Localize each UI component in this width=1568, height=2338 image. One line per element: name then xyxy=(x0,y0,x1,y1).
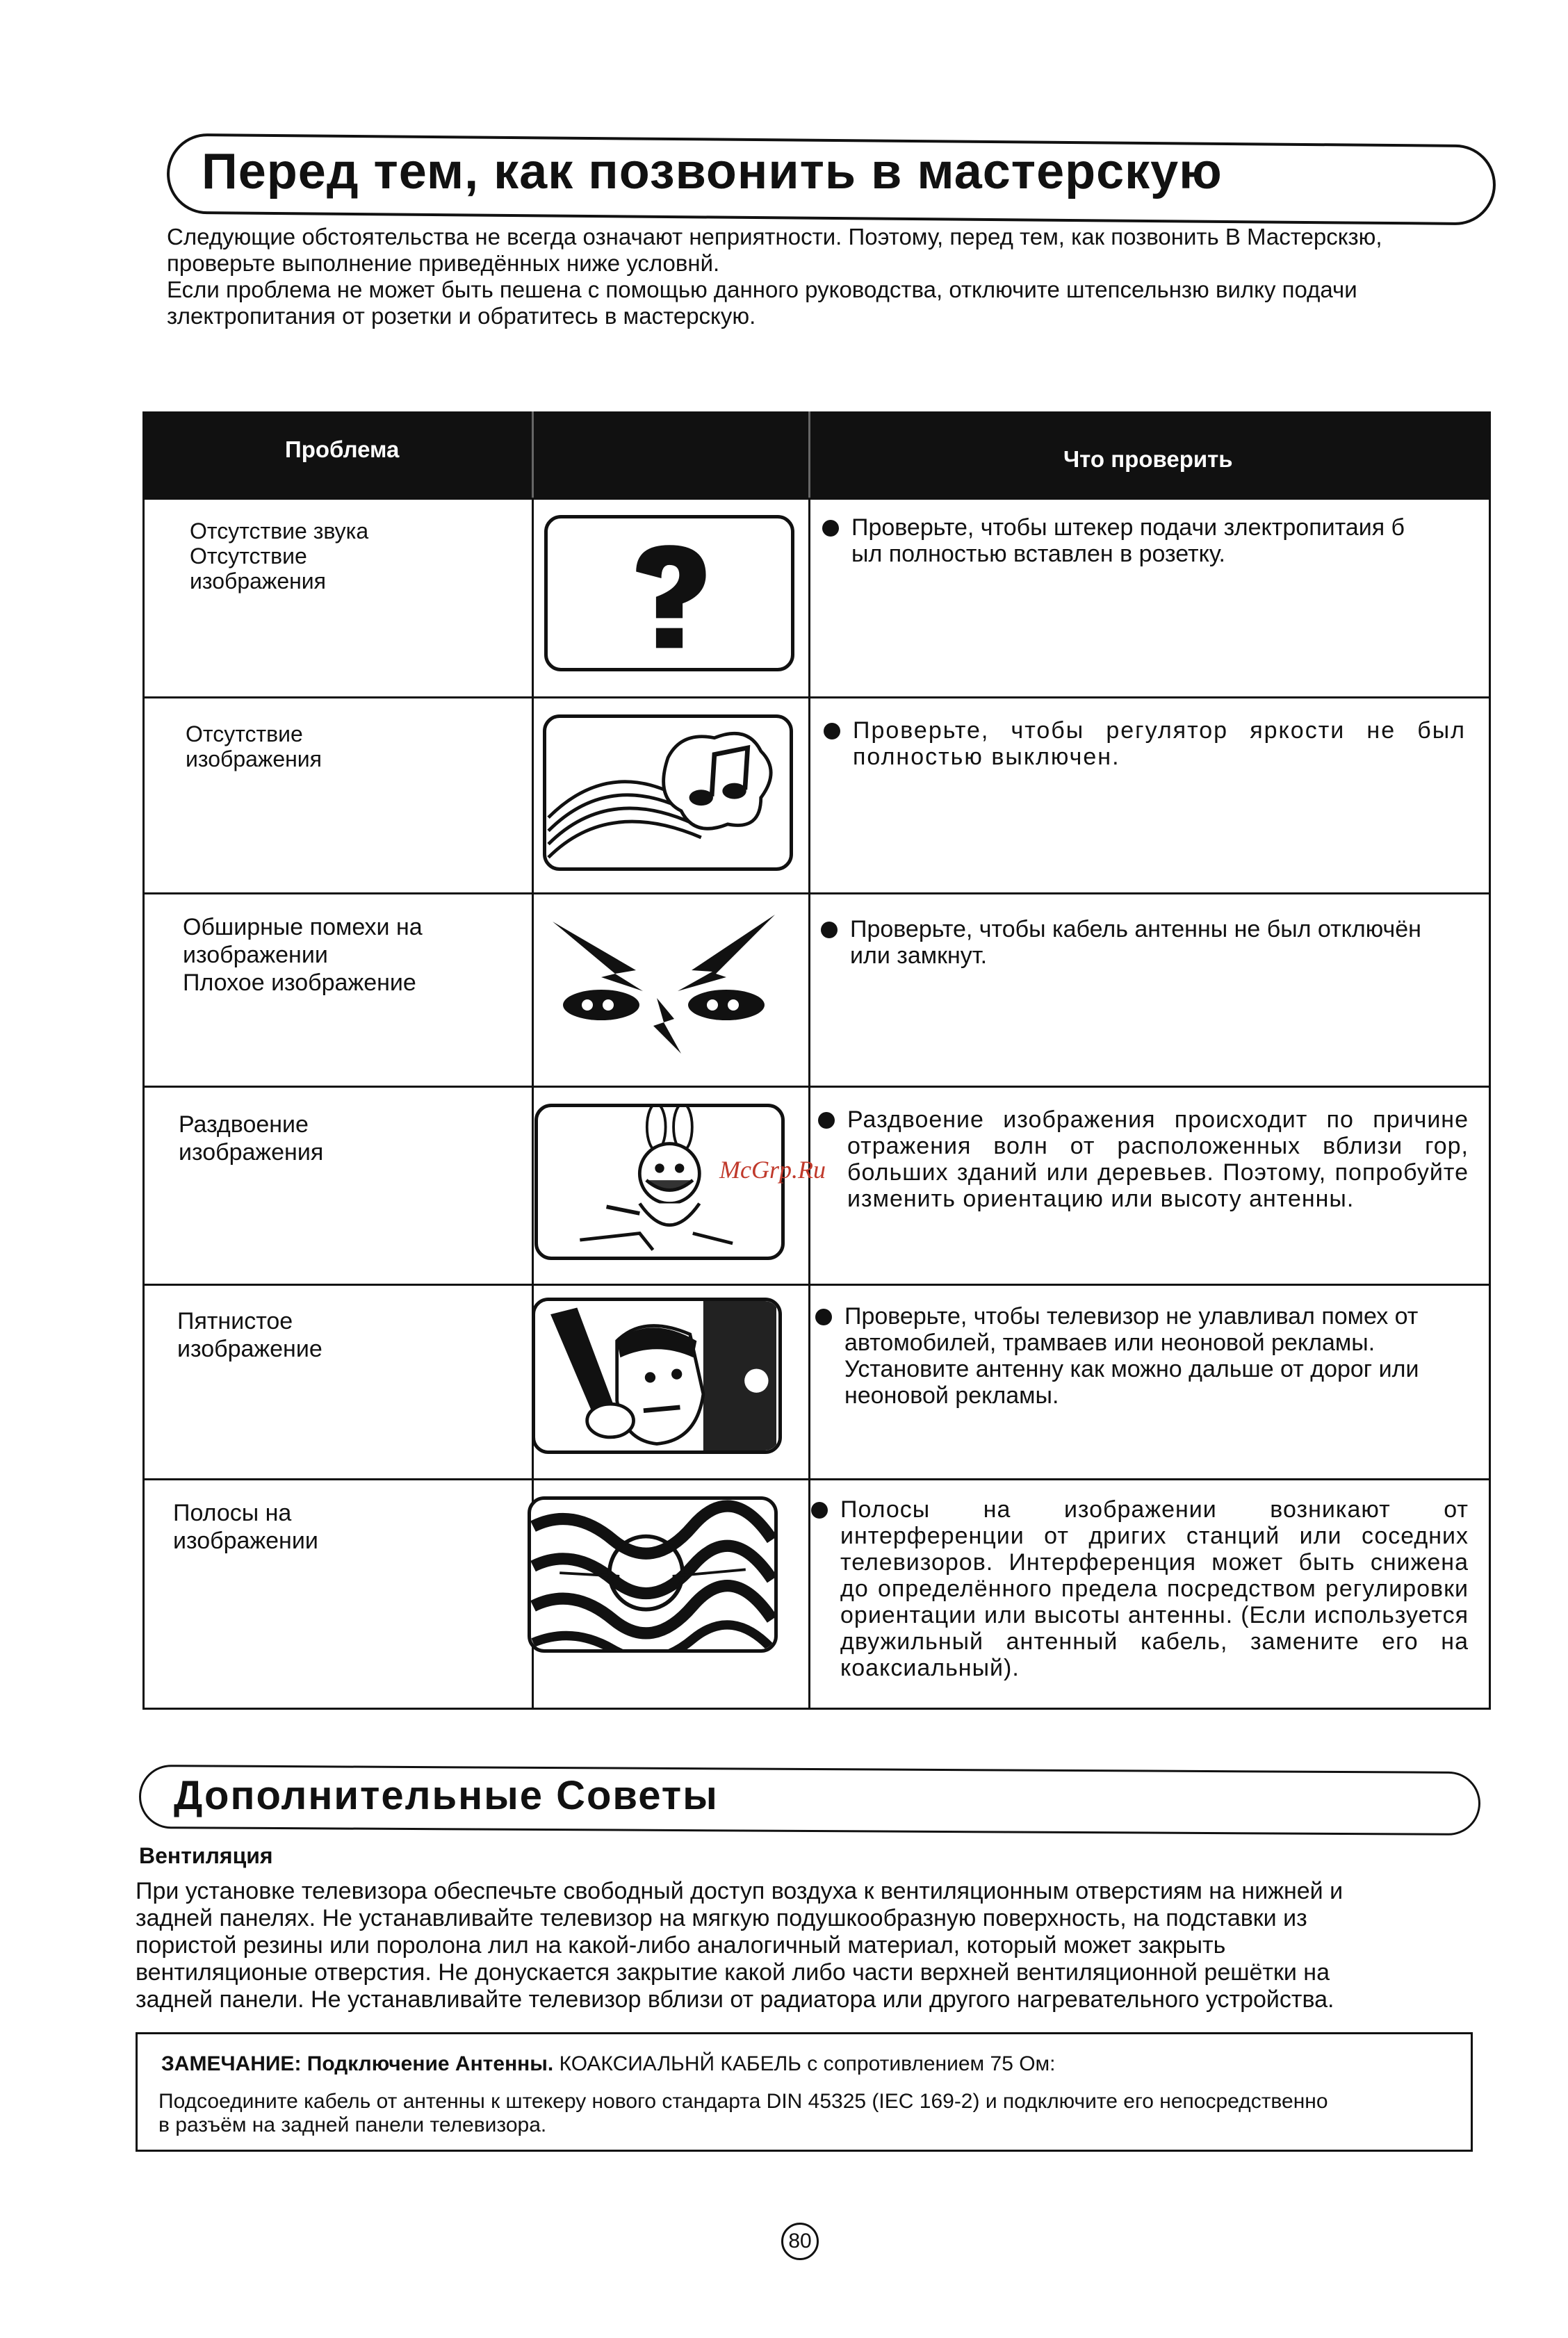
question-mark-screen xyxy=(544,515,794,671)
problem-text: Отсутствие звука Отсутствие изображения xyxy=(190,518,369,594)
check-text: Проверьте, чтобы телевизор не улавливал помех от автомобилей, трамваев или неоновой рекламы. Установите антенну как можно дальше от дорог или неоновой рекламы. xyxy=(844,1303,1470,1409)
table-row xyxy=(142,1284,1491,1478)
ventilation-paragraph xyxy=(136,1878,1477,2013)
intro-line: Следующие обстоятельства не всегда означают неприятности. Поэтому, перед тем, как позвонить В Мастерскзю, xyxy=(167,224,1382,250)
note-line: Подсоедините кабель от антенны к штекеру нового стандарта DIN 45325 (IEC 169-2) и подключите его непосредственно xyxy=(158,2090,1328,2113)
header-problem: Проблема xyxy=(285,436,400,462)
check-text: Раздвоение изображения происходит по причине отражения волн от расположенных вблизи гор, больших зданий или деревьев. Поэтому, попробуйте изменить ориентацию или высоту антенны. xyxy=(847,1106,1469,1212)
problem-text: Раздвоение изображения xyxy=(179,1111,324,1166)
intro-paragraph xyxy=(167,224,1501,329)
ventilation-line: задней панелях. Не устанавливайте телевизор на мягкую подушкообразную поверхность, на подставки из xyxy=(136,1905,1307,1931)
table-row xyxy=(142,892,1491,1086)
bullet-icon xyxy=(821,922,838,938)
note-text xyxy=(158,2090,1458,2137)
table-row xyxy=(142,1478,1491,1710)
table-row xyxy=(142,498,1491,696)
page-number: 80 xyxy=(781,2223,819,2260)
problem-text: Обширные помехи на изображении Плохое изображение xyxy=(183,914,423,996)
note-box xyxy=(136,2032,1473,2152)
striped-cat-icon xyxy=(531,1500,774,1649)
bullet-icon xyxy=(815,1309,832,1325)
problem-text: Пятнистое изображение xyxy=(177,1308,322,1362)
section-title: Перед тем, как позвонить в мастерскую xyxy=(202,144,1223,199)
question-mark-icon xyxy=(548,518,791,668)
music-notes-icon xyxy=(546,718,790,867)
ventilation-heading: Вентиляция xyxy=(139,1843,273,1868)
bullet-icon xyxy=(818,1112,835,1129)
check-text: Проверьте, чтобы штекер подачи злектропитаия б ыл полностью вставлен в розетку. xyxy=(851,514,1463,567)
intro-line: проверьте выполнение приведённых ниже условнй. xyxy=(167,250,720,276)
table-header xyxy=(142,411,1491,498)
check-text: Проверьте, чтобы регулятор яркости не был полностью выключен. xyxy=(853,717,1466,770)
table-row xyxy=(142,696,1491,892)
ventilation-line: задней панели. Не устанавливайте телевизор вблизи от радиатора или другого нагревательного устройства. xyxy=(136,1986,1334,2013)
table-row xyxy=(142,1086,1491,1284)
baseball-player-screen xyxy=(532,1298,782,1454)
note-title-rest: КОАКСИАЛЬНЙ КАБЕЛЬ с сопротивлением 75 Ом: xyxy=(553,2052,1056,2075)
troubleshooting-table xyxy=(142,411,1491,1710)
note-line: в разъём на задней панели телевизора. xyxy=(158,2114,547,2136)
ventilation-line: вентиляционые отверстия. Не донускается закрытие какой либо части верхней вентиляционной решётки на xyxy=(136,1959,1330,1986)
intro-line: злектропитания от розетки и обратитесь в мастерскую. xyxy=(167,303,756,329)
bullet-icon xyxy=(824,723,840,739)
note-title xyxy=(161,2052,1056,2076)
lightning-eyes-screen xyxy=(539,908,789,1064)
note-title-bold: ЗАМЕЧАНИЕ: Подключение Антенны. xyxy=(161,2052,554,2075)
intro-line: Если проблема не может быть пешена с помощью данного руководства, отключите штепсельнзю вилку подачи xyxy=(167,277,1357,302)
striped-cat-screen xyxy=(528,1496,778,1653)
problem-text: Отсутствие изображения xyxy=(186,721,322,771)
section-title: Дополнительные Советы xyxy=(174,1773,719,1818)
music-notes-screen xyxy=(543,714,793,871)
problem-text: Полосы на изображении xyxy=(173,1500,318,1554)
bullet-icon xyxy=(811,1502,828,1519)
lightning-eyes-icon xyxy=(539,908,789,1064)
watermark: McGrp.Ru xyxy=(719,1156,826,1184)
check-text: Проверьте, чтобы кабель антенны не был отключён или замкнут. xyxy=(850,916,1466,969)
baseball-player-icon xyxy=(535,1301,778,1450)
ventilation-line: При установке телевизора обеспечьте свободный доступ воздуха к вентиляционным отверстиям на нижней и xyxy=(136,1878,1344,1904)
ventilation-line: пористой резины или поролона лил на какой-либо аналогичный материал, который может закрыть xyxy=(136,1932,1226,1959)
header-check: Что проверить xyxy=(1063,446,1233,472)
check-text: Полосы на изображении возникают от интерференции от дригих станций или соседних телевизоров. Интерференция может быть снижена до определённого предела посредством регулировки ориентации или высоты антенны. (Если используется двужильный антенный кабель, замените его на коаксиальный). xyxy=(840,1496,1469,1681)
bullet-icon xyxy=(822,520,839,537)
